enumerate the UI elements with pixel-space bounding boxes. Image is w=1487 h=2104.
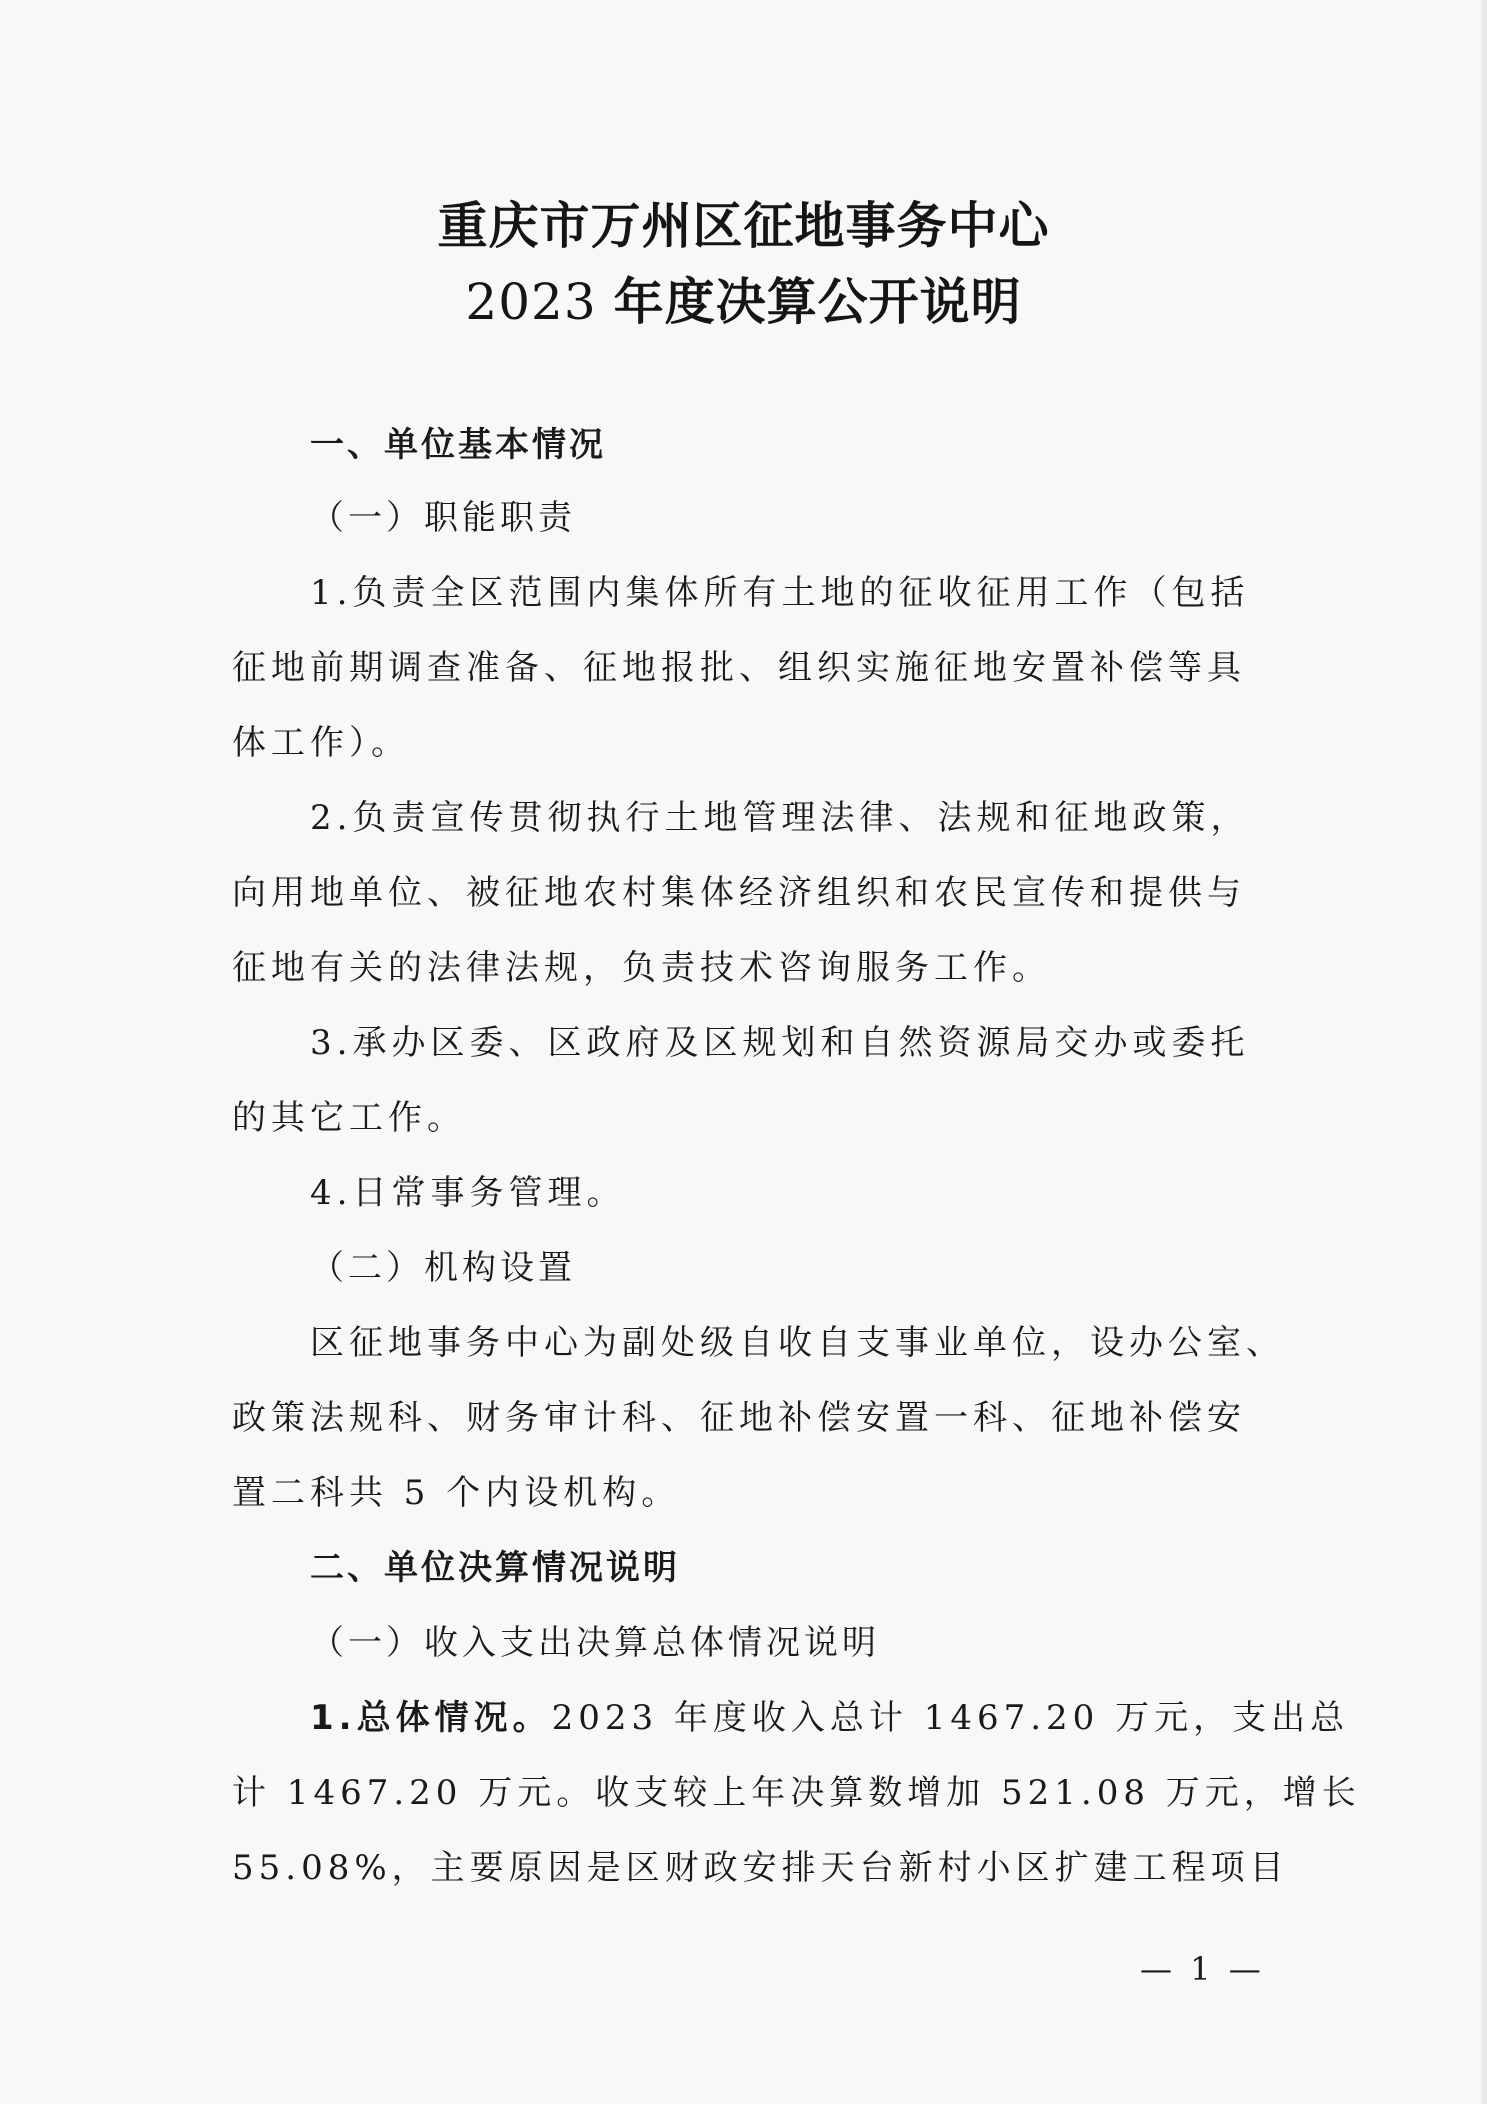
section-heading-2: 二、单位决算情况说明 (310, 1548, 680, 1588)
paragraph-line (310, 1698, 1350, 1738)
paragraph-line: 55.08%，主要原因是区财政安排天台新村小区扩建工程项目 (232, 1848, 1289, 1888)
paragraph-line: 3.承办区委、区政府及区规划和自然资源局交办或委托 (310, 1023, 1250, 1063)
paragraph-line: 的其它工作。 (232, 1098, 466, 1138)
title-rest: 年度决算公开说明 (613, 273, 1022, 331)
paragraph-line: 4.日常事务管理。 (310, 1173, 626, 1213)
paragraph-line: 1.负责全区范围内集体所有土地的征收征用工作（包括 (310, 573, 1250, 613)
paragraph-line: 2.负责宣传贯彻执行土地管理法律、法规和征地政策， (310, 798, 1250, 838)
subsection-heading-overall: （一）收入支出决算总体情况说明 (310, 1623, 880, 1663)
section-heading-1: 一、单位基本情况 (310, 425, 606, 465)
paragraph-line: 计 1467.20 万元。收支较上年决算数增加 521.08 万元，增长 (232, 1773, 1361, 1813)
subsection-heading-functions: （一）职能职责 (310, 498, 576, 538)
paragraph-line: 向用地单位、被征地农村集体经济组织和农民宣传和提供与 (232, 873, 1246, 913)
title-year: 2023 (465, 273, 597, 331)
document-title-line2 (0, 262, 1487, 334)
page-number: — 1 — (1140, 1950, 1265, 1988)
scan-edge (1481, 0, 1487, 2104)
paragraph-line: 政策法规科、财务审计科、征地补偿安置一科、征地补偿安 (232, 1398, 1246, 1438)
paragraph-line: 体工作）。 (232, 723, 410, 763)
overall-text: 2023 年度收入总计 1467.20 万元，支出总 (551, 1698, 1350, 1738)
overall-lead: 1.总体情况。 (310, 1698, 552, 1738)
document-title-line1: 重庆市万州区征地事务中心 (437, 197, 1050, 255)
paragraph-line: 区征地事务中心为副处级自收自支事业单位，设办公室、 (310, 1323, 1285, 1363)
paragraph-line: 征地前期调查准备、征地报批、组织实施征地安置补偿等具 (232, 648, 1246, 688)
paragraph-line: 置二科共 5 个内设机构。 (232, 1473, 681, 1513)
subsection-heading-organization: （二）机构设置 (310, 1248, 576, 1288)
paragraph-line: 征地有关的法律法规，负责技术咨询服务工作。 (232, 948, 1051, 988)
